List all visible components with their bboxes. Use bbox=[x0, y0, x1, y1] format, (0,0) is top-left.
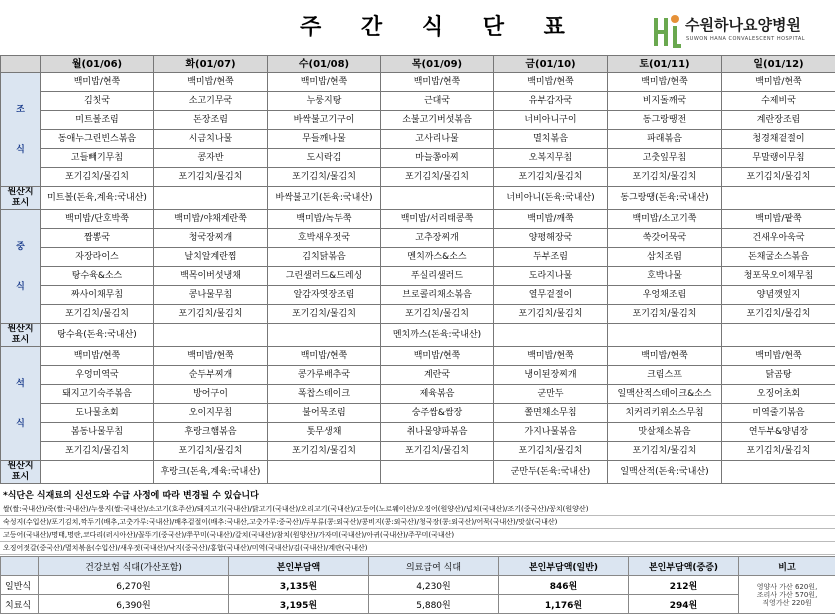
menu-item: 봄동나물무침 bbox=[41, 423, 154, 442]
menu-item: 백미밥/현쭉 bbox=[41, 73, 154, 92]
price-header bbox=[1, 557, 39, 576]
origin-info: 후랑크(돈육,계육:국내산) bbox=[154, 461, 268, 484]
menu-body bbox=[1, 73, 835, 484]
menu-row bbox=[1, 286, 835, 305]
origin-info: 탕수육(돈육:국내산) bbox=[41, 324, 154, 347]
menu-item: 백미밥/현쭉 bbox=[268, 347, 381, 366]
menu-item: 호박나물 bbox=[608, 267, 722, 286]
menu-row bbox=[1, 149, 835, 168]
menu-item: 고사리나물 bbox=[381, 130, 494, 149]
menu-item: 우엉채조림 bbox=[608, 286, 722, 305]
menu-item: 자장라이스 bbox=[41, 248, 154, 267]
weekly-menu-table bbox=[0, 55, 835, 484]
origin-info: 일맥산적(돈육:국내산) bbox=[608, 461, 722, 484]
menu-item: 포기김치/물김치 bbox=[608, 168, 722, 187]
day-header: 일(01/12) bbox=[722, 56, 835, 73]
origin-row bbox=[1, 187, 835, 210]
menu-item: 동그랑땡전 bbox=[608, 111, 722, 130]
menu-item: 백미밥/깨쭉 bbox=[494, 210, 608, 229]
menu-item: 백미밥/현쭉 bbox=[608, 73, 722, 92]
menu-item: 포기김치/물김치 bbox=[722, 305, 835, 324]
menu-item: 오징어초회 bbox=[722, 385, 835, 404]
menu-item: 너비아니구이 bbox=[494, 111, 608, 130]
menu-item: 백미밥/현쭉 bbox=[608, 347, 722, 366]
menu-item: 고들빼기무침 bbox=[41, 149, 154, 168]
menu-row bbox=[1, 248, 835, 267]
menu-item: 후랑크햄볶음 bbox=[154, 423, 268, 442]
menu-item: 포기김치/물김치 bbox=[381, 168, 494, 187]
hospital-logo-icon bbox=[650, 12, 682, 48]
price-row-label: 치료식 bbox=[1, 595, 39, 614]
menu-row bbox=[1, 111, 835, 130]
menu-item: 수제비국 bbox=[722, 92, 835, 111]
origin-label: 원산지 표시 bbox=[1, 187, 41, 210]
menu-row bbox=[1, 385, 835, 404]
menu-item: 불어묵조림 bbox=[268, 404, 381, 423]
menu-row bbox=[1, 130, 835, 149]
menu-item: 쑥갓어묵국 bbox=[608, 229, 722, 248]
menu-item: 청국장찌개 bbox=[154, 229, 268, 248]
menu-item: 도나물초회 bbox=[41, 404, 154, 423]
menu-item: 백미밥/서리태콩쭉 bbox=[381, 210, 494, 229]
menu-item: 백미밥/야채계란쭉 bbox=[154, 210, 268, 229]
menu-item: 백미밥/단호박쭉 bbox=[41, 210, 154, 229]
price-cell: 1,176원 bbox=[499, 595, 629, 614]
menu-item: 포기김치/물김치 bbox=[722, 442, 835, 461]
hospital-logo bbox=[650, 12, 830, 52]
menu-item: 마늘쫑아찌 bbox=[381, 149, 494, 168]
menu-item: 백미밥/현쭉 bbox=[41, 347, 154, 366]
origin-info bbox=[268, 461, 381, 484]
menu-item: 콩가루배추국 bbox=[268, 366, 381, 385]
menu-item: 날치알계란찜 bbox=[154, 248, 268, 267]
menu-item: 제육볶음 bbox=[381, 385, 494, 404]
origin-info bbox=[722, 324, 835, 347]
menu-item: 순두부찌개 bbox=[154, 366, 268, 385]
menu-item: 콩자반 bbox=[154, 149, 268, 168]
remark-line: 영양사 가산 620원, bbox=[756, 582, 818, 591]
menu-item: 그린샐러드&드레싱 bbox=[268, 267, 381, 286]
menu-item: 유부감자국 bbox=[494, 92, 608, 111]
origin-info bbox=[722, 461, 835, 484]
origin-info bbox=[381, 187, 494, 210]
menu-item: 청경채겉절이 bbox=[722, 130, 835, 149]
menu-item: 쫄면채소무침 bbox=[494, 404, 608, 423]
menu-item: 군만두 bbox=[494, 385, 608, 404]
menu-item: 계란국 bbox=[381, 366, 494, 385]
menu-item: 폭찹스테이크 bbox=[268, 385, 381, 404]
menu-item: 포기김치/물김치 bbox=[608, 442, 722, 461]
menu-item: 톳무생채 bbox=[268, 423, 381, 442]
meal-price-table bbox=[0, 556, 835, 614]
menu-item: 백미밥/팥쭉 bbox=[722, 210, 835, 229]
origin-row bbox=[1, 461, 835, 484]
menu-item: 미트볼조림 bbox=[41, 111, 154, 130]
origin-info: 군만두(돈육:국내산) bbox=[494, 461, 608, 484]
menu-item: 포기김치/물김치 bbox=[381, 305, 494, 324]
price-cell: 846원 bbox=[499, 576, 629, 595]
menu-row bbox=[1, 73, 835, 92]
menu-item: 백미밥/현쭉 bbox=[154, 347, 268, 366]
menu-item: 포기김치/물김치 bbox=[268, 168, 381, 187]
menu-item: 포기김치/물김치 bbox=[154, 305, 268, 324]
price-remark bbox=[739, 576, 835, 614]
menu-item: 무말랭이무침 bbox=[722, 149, 835, 168]
price-header: 본인부담액(중증) bbox=[629, 557, 739, 576]
menu-item: 포기김치/물김치 bbox=[381, 442, 494, 461]
menu-item: 포기김치/물김치 bbox=[494, 168, 608, 187]
origin-info bbox=[722, 187, 835, 210]
menu-row bbox=[1, 423, 835, 442]
menu-item: 미역줄기볶음 bbox=[722, 404, 835, 423]
menu-item: 탕수육&소스 bbox=[41, 267, 154, 286]
menu-item: 방어구이 bbox=[154, 385, 268, 404]
day-header-row bbox=[1, 56, 835, 73]
hospital-english-name: SUWON HANA CONVALESCENT HOSPITAL bbox=[686, 36, 806, 42]
day-header: 수(01/08) bbox=[268, 56, 381, 73]
menu-item: 고추장찌개 bbox=[381, 229, 494, 248]
menu-item: 멘치까스&소스 bbox=[381, 248, 494, 267]
menu-item: 냉이된장찌개 bbox=[494, 366, 608, 385]
origin-info: 동그랑땡(돈육:국내산) bbox=[608, 187, 722, 210]
menu-item: 포기김치/물김치 bbox=[268, 305, 381, 324]
menu-item: 멸치볶음 bbox=[494, 130, 608, 149]
menu-item: 브로콜리채소볶음 bbox=[381, 286, 494, 305]
origin-row bbox=[1, 324, 835, 347]
menu-item: 김치닭볶음 bbox=[268, 248, 381, 267]
menu-item: 열무겉절이 bbox=[494, 286, 608, 305]
menu-item: 무들깨나물 bbox=[268, 130, 381, 149]
menu-item: 포기김치/물김치 bbox=[494, 442, 608, 461]
menu-row bbox=[1, 404, 835, 423]
menu-item: 포기김치/물김치 bbox=[722, 168, 835, 187]
meal-label: 중 식 bbox=[1, 210, 41, 324]
menu-item: 삼치조림 bbox=[608, 248, 722, 267]
menu-row bbox=[1, 305, 835, 324]
price-cell: 5,880원 bbox=[369, 595, 499, 614]
menu-item: 포기김치/물김치 bbox=[41, 168, 154, 187]
price-header-row bbox=[1, 557, 835, 576]
menu-row bbox=[1, 210, 835, 229]
menu-item: 오이지무침 bbox=[154, 404, 268, 423]
price-cell: 4,230원 bbox=[369, 576, 499, 595]
change-notice: *식단은 식재료의 신선도와 수급 사정에 따라 변경될 수 있습니다 bbox=[3, 491, 259, 501]
price-cell: 212원 bbox=[629, 576, 739, 595]
price-cell: 6,390원 bbox=[39, 595, 229, 614]
origin-info bbox=[154, 324, 268, 347]
menu-item: 계란장조림 bbox=[722, 111, 835, 130]
menu-item: 일맥산적스테이크&소스 bbox=[608, 385, 722, 404]
menu-item: 백미밥/현쭉 bbox=[722, 347, 835, 366]
origin-info bbox=[381, 461, 494, 484]
origin-label: 원산지 표시 bbox=[1, 324, 41, 347]
menu-item: 가지나물볶음 bbox=[494, 423, 608, 442]
remark-line: 조리사 가산 570원, bbox=[756, 590, 818, 599]
origin-info: 너비아니(돈육:국내산) bbox=[494, 187, 608, 210]
menu-item: 소고기무국 bbox=[154, 92, 268, 111]
menu-item: 백미밥/현쭉 bbox=[268, 73, 381, 92]
menu-item: 콩나물무침 bbox=[154, 286, 268, 305]
menu-item: 포기김치/물김치 bbox=[268, 442, 381, 461]
menu-item: 김칫국 bbox=[41, 92, 154, 111]
menu-item: 청포묵오이채무침 bbox=[722, 267, 835, 286]
menu-item: 두부조림 bbox=[494, 248, 608, 267]
menu-item: 돈채굴소스볶음 bbox=[722, 248, 835, 267]
hospital-name: 수원하나요양병원 bbox=[685, 16, 801, 34]
menu-item: 포기김치/물김치 bbox=[154, 442, 268, 461]
menu-item: 파래볶음 bbox=[608, 130, 722, 149]
price-header: 의료급여 식대 bbox=[369, 557, 499, 576]
menu-item: 백미밥/현쭉 bbox=[381, 73, 494, 92]
price-header: 본인부담액 bbox=[229, 557, 369, 576]
price-cell: 294원 bbox=[629, 595, 739, 614]
origin-info: 바싹불고기(돈육:국내산) bbox=[268, 187, 381, 210]
origin-label: 원산지 표시 bbox=[1, 461, 41, 484]
menu-item: 백미밥/현쭉 bbox=[381, 347, 494, 366]
menu-item: 백목이버섯냉채 bbox=[154, 267, 268, 286]
menu-row bbox=[1, 442, 835, 461]
origin-info bbox=[154, 187, 268, 210]
meal-label: 조 식 bbox=[1, 73, 41, 187]
menu-item: 짜사이채무침 bbox=[41, 286, 154, 305]
menu-item: 연두부&양념장 bbox=[722, 423, 835, 442]
menu-item: 닭곰탕 bbox=[722, 366, 835, 385]
menu-item: 포기김치/물김치 bbox=[154, 168, 268, 187]
notes-section bbox=[0, 490, 835, 555]
meal-label: 석 식 bbox=[1, 347, 41, 461]
origin-info: 미트볼(돈육,계육:국내산) bbox=[41, 187, 154, 210]
origin-note-line: 고등어(국내산)/명태,명란,코다리(러시아산)/꼴뚜기(중국산)/쭈꾸미(국내산)/갈치(국내산)/참치(원양산)/가자미(국내산)/아귀(국내산)/주꾸미(국내산) bbox=[0, 529, 835, 542]
menu-item: 짬뽕국 bbox=[41, 229, 154, 248]
menu-item: 맛살채소볶음 bbox=[608, 423, 722, 442]
price-row-general bbox=[1, 576, 835, 595]
menu-item: 포기김치/물김치 bbox=[41, 442, 154, 461]
menu-item: 취나물양파볶음 bbox=[381, 423, 494, 442]
header bbox=[0, 0, 835, 55]
menu-item: 양념깻잎지 bbox=[722, 286, 835, 305]
menu-item: 포기김치/물김치 bbox=[608, 305, 722, 324]
corner-cell bbox=[1, 56, 41, 73]
day-header: 목(01/09) bbox=[381, 56, 494, 73]
menu-item: 푸실리샐러드 bbox=[381, 267, 494, 286]
price-cell: 3,195원 bbox=[229, 595, 369, 614]
menu-item: 포기김치/물김치 bbox=[41, 305, 154, 324]
origin-info bbox=[41, 461, 154, 484]
origin-info bbox=[494, 324, 608, 347]
menu-item: 숭주쌈&쌈장 bbox=[381, 404, 494, 423]
day-header: 월(01/06) bbox=[41, 56, 154, 73]
menu-row bbox=[1, 347, 835, 366]
menu-item: 백미밥/현쭉 bbox=[494, 73, 608, 92]
menu-item: 크림스프 bbox=[608, 366, 722, 385]
menu-item: 백미밥/현쭉 bbox=[722, 73, 835, 92]
menu-item: 백미밥/소고기쭉 bbox=[608, 210, 722, 229]
price-header: 본인부담액(일반) bbox=[499, 557, 629, 576]
origin-note-line: 오징어젓갈(중국산)/멸치볶음(수입산)/새우젓(국내산)/낙지(중국산)/홍합(국내산)/미역(국내산)/김(국내산)/계란(국내산) bbox=[0, 542, 835, 555]
menu-item: 누룽지탕 bbox=[268, 92, 381, 111]
menu-item: 돈장조림 bbox=[154, 111, 268, 130]
origin-info bbox=[268, 324, 381, 347]
menu-item: 백미밥/현쭉 bbox=[154, 73, 268, 92]
menu-row bbox=[1, 168, 835, 187]
menu-item: 도라지나물 bbox=[494, 267, 608, 286]
page-title: 주 간 식 단 표 bbox=[300, 15, 581, 40]
menu-item: 백미밥/녹두쭉 bbox=[268, 210, 381, 229]
origin-note-line: 숙성지(수입산)/포기김치,깍두기(배추,고춧가루:국내산)/배추겉절이(배추:국내산,고춧가루:중국산)/두부류(콩:외국산)/콩비지(콩:외국산)/청국장(콩:외국산)/어묵(국내산)/맛살(국내산) bbox=[0, 516, 835, 529]
menu-item: 백미밥/현쭉 bbox=[494, 347, 608, 366]
menu-item: 도시락김 bbox=[268, 149, 381, 168]
price-row-label: 일반식 bbox=[1, 576, 39, 595]
menu-item: 비지돌깨국 bbox=[608, 92, 722, 111]
menu-item: 돼지고기숙주볶음 bbox=[41, 385, 154, 404]
menu-item: 알감자엿장조림 bbox=[268, 286, 381, 305]
origin-info bbox=[608, 324, 722, 347]
menu-item: 치커리키위소스무침 bbox=[608, 404, 722, 423]
day-header: 금(01/10) bbox=[494, 56, 608, 73]
menu-row bbox=[1, 229, 835, 248]
price-cell: 6,270원 bbox=[39, 576, 229, 595]
origin-note-line: 쌀(쌀:국내산)/죽(쌀:국내산)/누룽지(쌀:국내산)/소고기(호주산)/돼지고기(국내산)/닭고기(국내산)/오리고기(국내산)/고등어(노르웨이산)/오징어(원양산)/넙치(국내산)/조기(중국산)/꽁치(원양산) bbox=[0, 503, 835, 516]
price-header: 비고 bbox=[739, 557, 835, 576]
menu-row bbox=[1, 366, 835, 385]
remark-line: 직영가산 220원 bbox=[762, 598, 812, 607]
menu-item: 건새우아욱국 bbox=[722, 229, 835, 248]
menu-item: 양평해장국 bbox=[494, 229, 608, 248]
menu-item: 고춧잎무침 bbox=[608, 149, 722, 168]
menu-item: 근대국 bbox=[381, 92, 494, 111]
menu-row bbox=[1, 267, 835, 286]
day-header: 화(01/07) bbox=[154, 56, 268, 73]
menu-item: 동애누그린빈스볶음 bbox=[41, 130, 154, 149]
price-row-therapeutic bbox=[1, 595, 835, 614]
menu-item: 오복지무침 bbox=[494, 149, 608, 168]
menu-item: 호박새우젓국 bbox=[268, 229, 381, 248]
price-header: 건강보험 식대(가산포함) bbox=[39, 557, 229, 576]
menu-item: 우엉미역국 bbox=[41, 366, 154, 385]
menu-item: 시금치나물 bbox=[154, 130, 268, 149]
menu-row bbox=[1, 92, 835, 111]
menu-item: 소불고기버섯볶음 bbox=[381, 111, 494, 130]
price-cell: 3,135원 bbox=[229, 576, 369, 595]
menu-item: 바싹불고기구이 bbox=[268, 111, 381, 130]
origin-info: 멘치까스(돈육:국내산) bbox=[381, 324, 494, 347]
menu-item: 포기김치/물김치 bbox=[494, 305, 608, 324]
day-header: 토(01/11) bbox=[608, 56, 722, 73]
